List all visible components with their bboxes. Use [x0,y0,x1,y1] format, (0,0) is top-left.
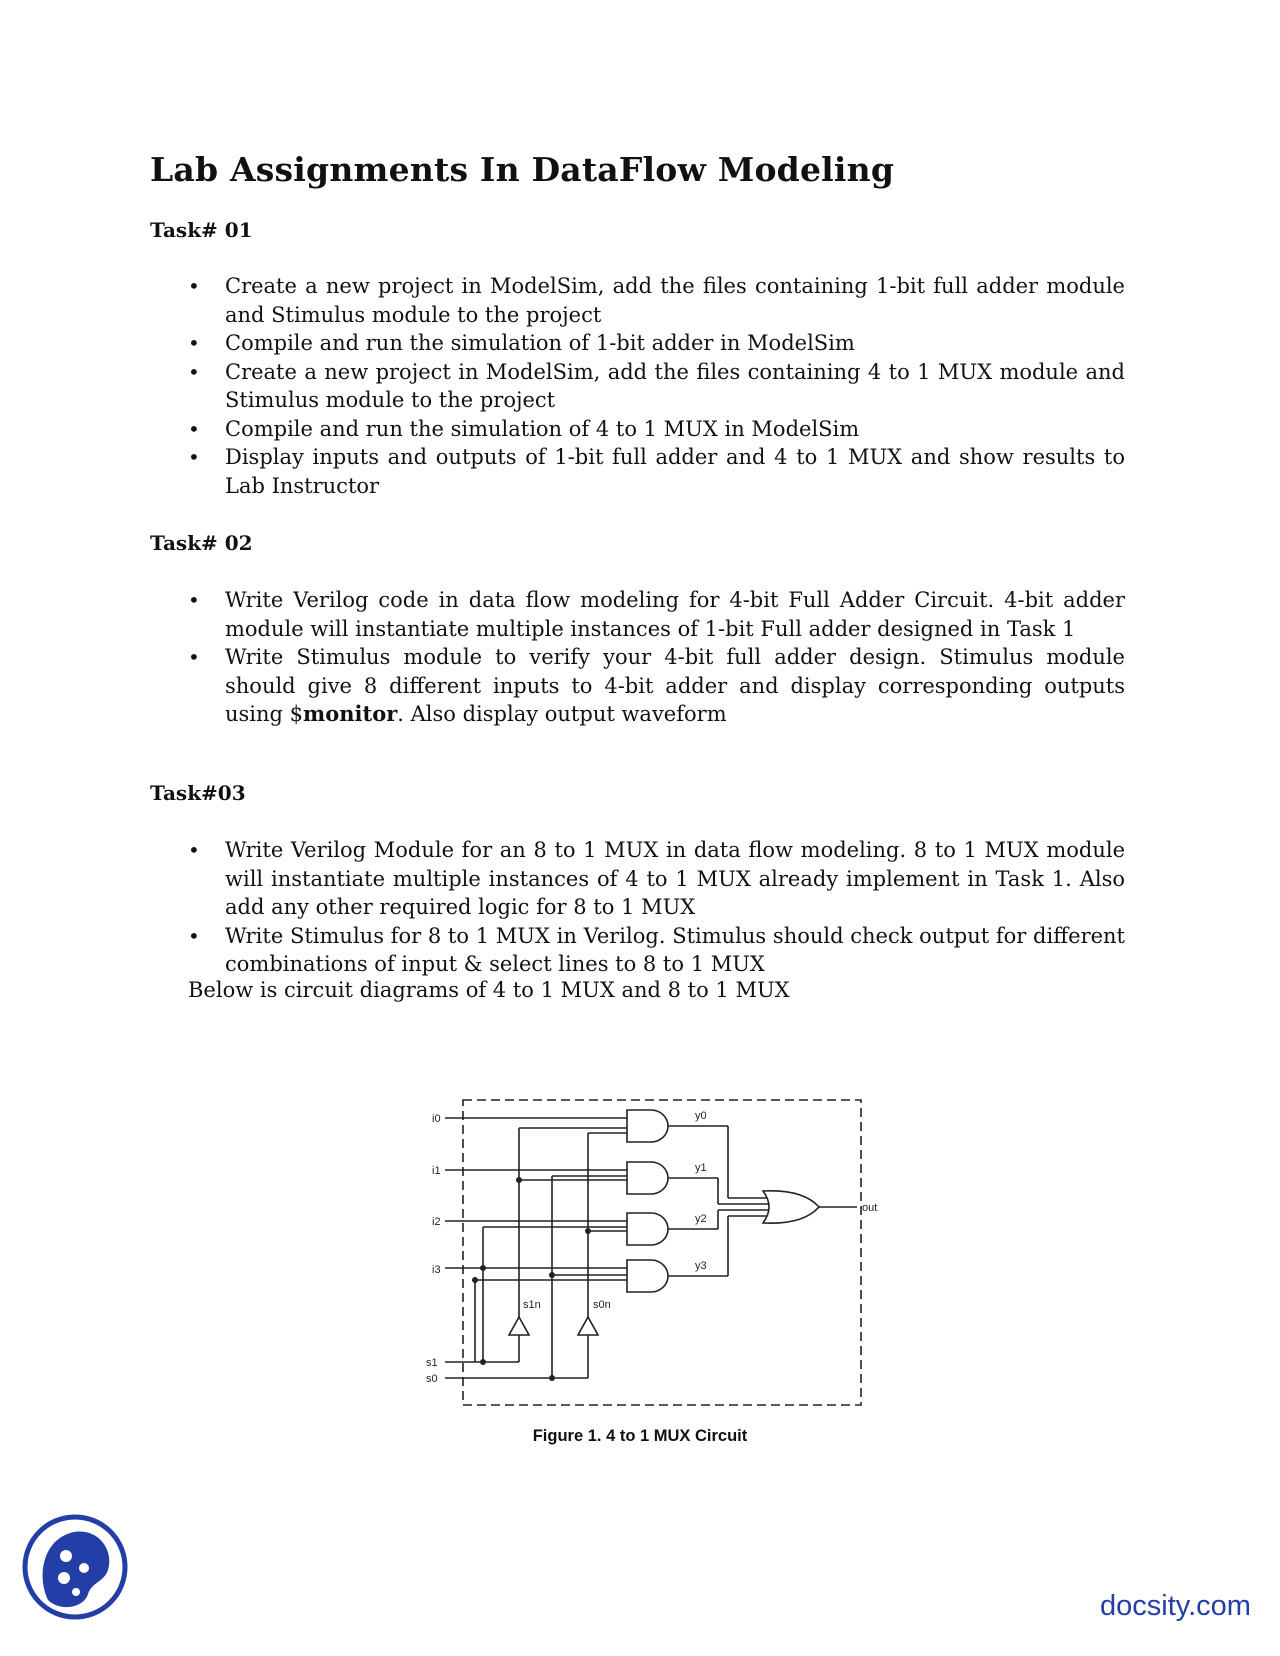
input-wires [445,1118,627,1378]
and-gate-2 [627,1213,668,1245]
task-2-list [185,586,1125,729]
bullet-icon: • [188,923,200,948]
list-item: • Create a new project in ModelSim, add the files containing 4 to 1 MUX module and Stimulus module to the project [188,359,1125,412]
list-item: • Write Stimulus for 8 to 1 MUX in Verilog. Stimulus should check output for different combinations of input & select lines to 8 to 1 MUX [188,923,1125,976]
and-output-wires [668,1126,775,1276]
task-3-list [185,836,1125,979]
task-1-list [185,272,1125,500]
label-s1n: s1n [523,1299,541,1311]
list-item: • Write Verilog code in data flow modeling for 4-bit Full Adder Circuit. 4-bit adder module will instantiate multiple instances of 1-bit Full adder designed in Task 1 [188,588,1125,641]
output-label: out [862,1202,878,1214]
select-label-s0: s0 [426,1373,438,1385]
bullet-icon: • [188,445,200,469]
and-gates [627,1110,668,1292]
label-s0n: s0n [593,1299,611,1311]
input-label-i2: i2 [432,1216,441,1228]
and-gate-1 [627,1162,668,1194]
label-y3: y3 [695,1260,707,1272]
label-y2: y2 [695,1213,707,1225]
docsity-watermark[interactable]: docsity.com [1100,1590,1251,1622]
mux-circuit-diagram [405,1085,895,1415]
bullet-icon: • [188,838,200,862]
and-gate-0 [627,1110,668,1142]
bullet-icon: • [188,645,200,669]
input-label-i1: i1 [432,1165,441,1177]
inverter-s1 [509,1317,529,1335]
bullet-icon: • [188,588,200,612]
figure-caption: Figure 1. 4 to 1 MUX Circuit [532,1427,748,1445]
list-item: • Display inputs and outputs of 1-bit full adder and 4 to 1 MUX and show results to Lab Instructor [188,445,1125,498]
monitor-keyword: monitor [303,701,398,726]
inverter-s0 [578,1317,598,1335]
or-gate [763,1191,819,1223]
label-y0: y0 [695,1110,707,1122]
task-2-heading: Task# 02 [150,531,253,555]
bullet-icon: • [188,274,200,298]
and-gate-3 [627,1260,668,1292]
input-label-i3: i3 [432,1264,441,1276]
junction-dots [472,1177,591,1381]
bullet-icon: • [188,331,200,355]
input-label-i0: i0 [432,1113,441,1125]
inverted-select-wires [519,1128,627,1317]
list-item: • Compile and run the simulation of 4 to 1 MUX in ModelSim [185,415,1125,444]
select-label-s1: s1 [426,1357,438,1369]
list-item: • Create a new project in ModelSim, add the files containing 1-bit full adder module and Stimulus module to the project [188,274,1125,327]
task-1-heading: Task# 01 [150,218,253,242]
module-border [463,1100,861,1405]
bullet-icon: • [188,416,200,441]
bullet-icon: • [188,359,200,384]
list-item: • Write Stimulus module to verify your 4-bit full adder design. Stimulus module should give 8 different inputs to 4-bit adder and display corresponding outputs using $monitor. Also display output waveform [188,645,1125,726]
docsity-logo-icon [20,1512,130,1622]
task-3-heading: Task#03 [150,781,246,805]
list-item: • Write Verilog Module for an 8 to 1 MUX in data flow modeling. 8 to 1 MUX module will instantiate multiple instances of 4 to 1 MUX already implement in Task 1. Also add any other required logic for 8 to 1 MUX [188,838,1125,919]
page-title: Lab Assignments In DataFlow Modeling [150,150,895,189]
below-text: Below is circuit diagrams of 4 to 1 MUX and 8 to 1 MUX [188,978,790,1002]
list-item: • Compile and run the simulation of 1-bit adder in ModelSim [185,329,1125,358]
label-y1: y1 [695,1162,707,1174]
